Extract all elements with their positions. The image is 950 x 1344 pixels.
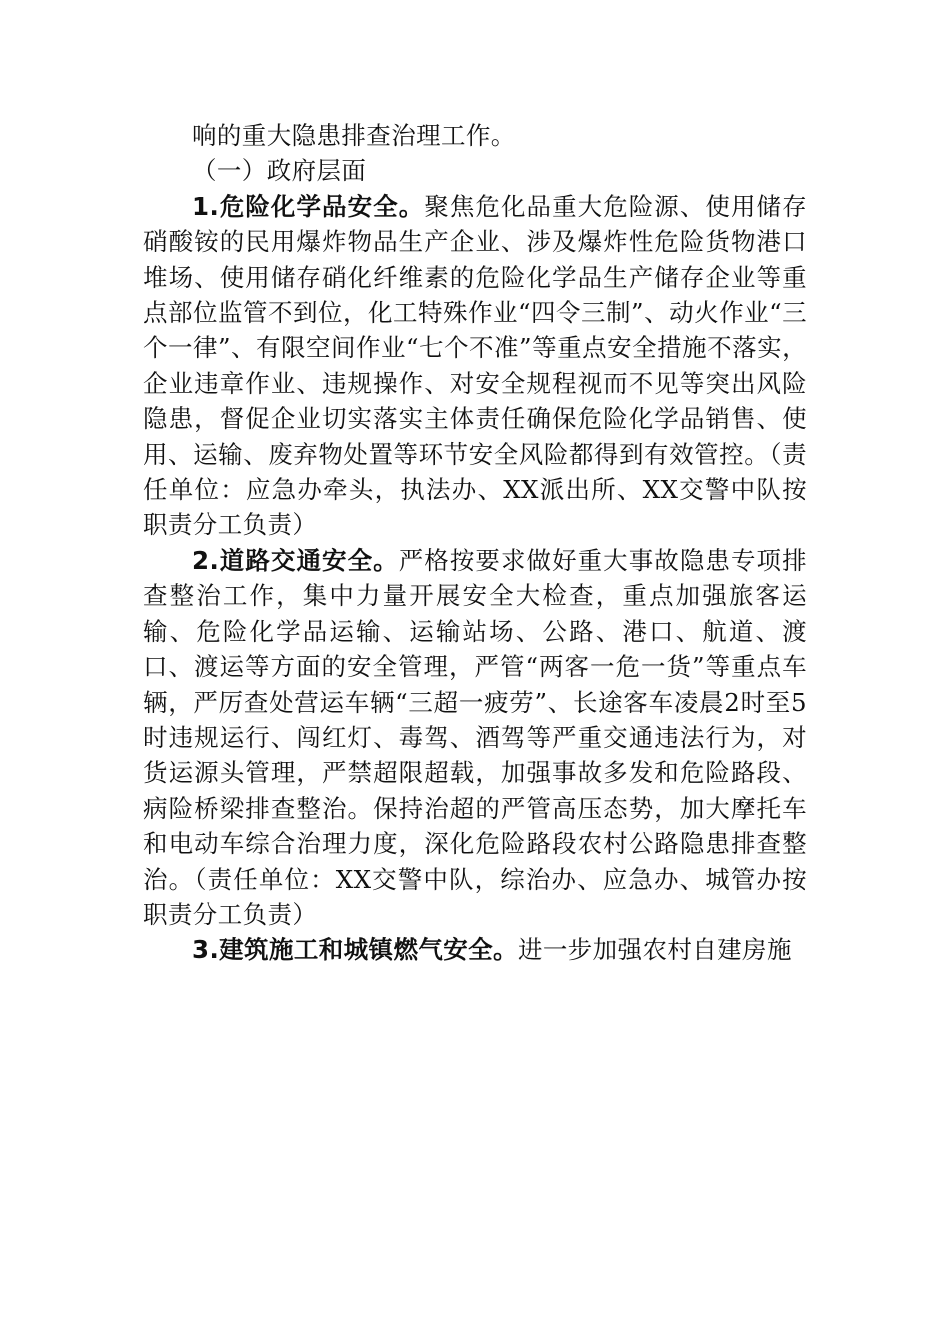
paragraph-lead: 2.道路交通安全。 xyxy=(192,545,399,575)
document-body xyxy=(143,118,807,968)
paragraph-text: 响的重大隐患排查治理工作。 xyxy=(192,121,516,150)
section-heading-text: （一）政府层面 xyxy=(192,156,367,186)
paragraph-text: 进一步加强农村自建房施 xyxy=(517,935,792,965)
paragraph-text: 严格按要求做好重大事故隐患专项排查整治工作，集中力量开展安全大检查，重点加强旅客运输、危险化学品运输、运输站场、公路、港口、航道、渡口、渡运等方面的安全管理，严管“两客一危一货”等重点车辆，严厉查处营运车辆“三超一疲劳”、长途客车凌晨2时至5时违规运行、闯红灯、毒驾、酒驾等严重交通违法行为，对货运源头管理，严禁超限超载，加强事故多发和危险路段、病险桥梁排查整治。保持治超的严管高压态势，加大摩托车和电动车综合治理力度，深化危险路段农村公路隐患排查整治。（责任单位：XX交警中队，综治办、应急办、城管办按职责分工负责） xyxy=(143,545,807,929)
section-heading xyxy=(143,153,807,188)
paragraph-text: 聚焦危化品重大危险源、使用储存硝酸铵的民用爆炸物品生产企业、涉及爆炸性危险货物港口堆场、使用储存硝化纤维素的危险化学品生产储存企业等重点部位监管不到位，化工特殊作业“四令三制”、动火作业“三个一律”、有限空间作业“七个不准”等重点安全措施不落实，企业违章作业、违规操作、对安全规程视而不见等突出风险隐患，督促企业切实落实主体责任确保危险化学品销售、使用、运输、废弃物处置等环节安全风险都得到有效管控。（责任单位：应急办牵头，执法办、XX派出所、XX交警中队按职责分工负责） xyxy=(143,191,807,540)
paragraph-continuation xyxy=(143,118,807,153)
paragraph-lead: 1.危险化学品安全。 xyxy=(192,191,425,221)
paragraph-hazardous-chemicals xyxy=(143,189,807,543)
paragraph-road-traffic xyxy=(143,543,807,932)
paragraph-construction-gas xyxy=(143,932,807,967)
paragraph-lead: 3.建筑施工和城镇燃气安全。 xyxy=(192,935,518,965)
